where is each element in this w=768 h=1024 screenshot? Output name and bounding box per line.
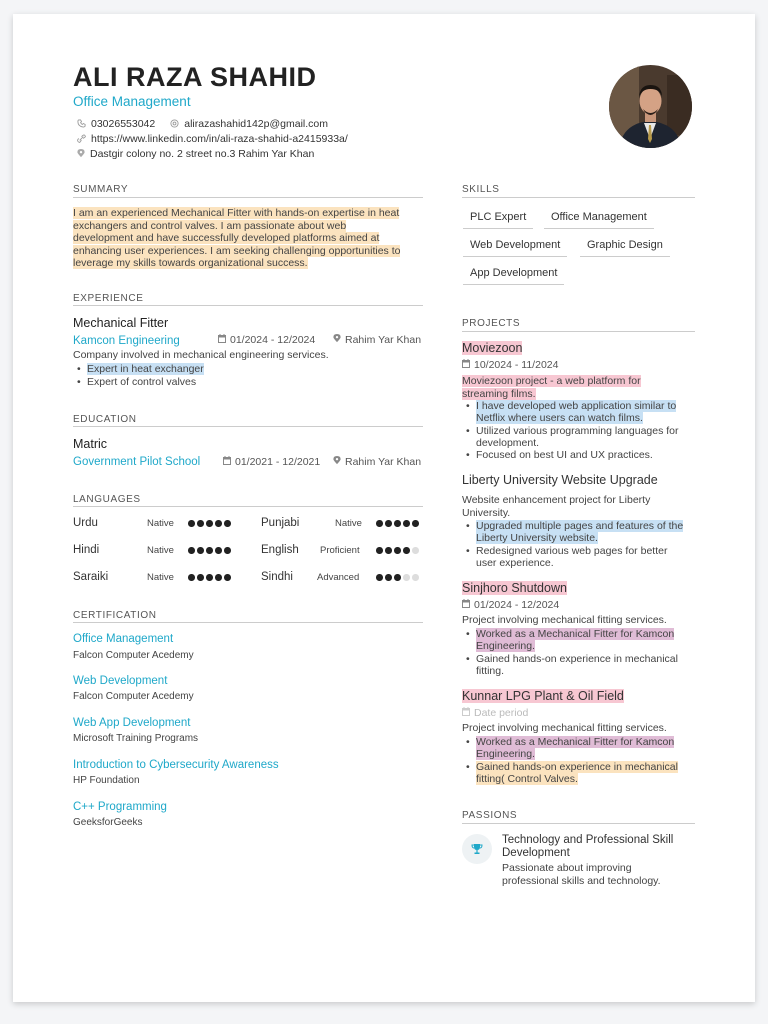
project-title [462, 689, 624, 703]
passion-desc-line: Passionate about improving [502, 862, 632, 874]
list-item [462, 520, 702, 544]
cert-org: GeeksforGeeks [73, 817, 143, 828]
at-icon [170, 119, 179, 130]
phone-icon [77, 119, 86, 130]
language-level: Proficient [320, 545, 360, 556]
cert-org: Falcon Computer Acedemy [73, 691, 194, 702]
skills-divider [462, 197, 695, 198]
project-description [462, 375, 697, 400]
proficiency-dot-filled [376, 547, 383, 554]
certification-heading: CERTIFICATION [73, 610, 157, 621]
skills-heading: SKILLS [462, 184, 500, 195]
proficiency-dot-filled [206, 574, 213, 581]
desc-line: Website enhancement project for Liberty [462, 494, 651, 506]
proficiency-dot-filled [385, 520, 392, 527]
certification-divider [73, 622, 423, 623]
bullet-line: Upgraded multiple pages and features of the [476, 520, 684, 532]
bullet-line: user experience. [476, 556, 554, 569]
proficiency-dot-filled [385, 547, 392, 554]
passion-title-line: Development [502, 847, 570, 859]
proficiency-dot-filled [394, 547, 401, 554]
project-description [462, 494, 697, 519]
list-item [462, 545, 702, 569]
proficiency-dot-filled [394, 574, 401, 581]
project-title [462, 581, 567, 595]
bullet-line: development. [476, 436, 540, 449]
contact-row [77, 118, 328, 130]
summary-line: development and have successfully developed platforms aimed at [73, 232, 380, 244]
bullet-line: fitting( Control Valves. [476, 772, 578, 785]
project-title-text: Moviezoon [462, 341, 523, 355]
bullet-line: Worked as a Mechanical Fitter for Kamcon [476, 628, 675, 640]
profile-photo [609, 65, 692, 148]
calendar-icon [462, 707, 470, 719]
list-item [462, 736, 702, 760]
passion-desc-line: professional skills and technology. [502, 874, 661, 887]
calendar-icon [218, 334, 226, 346]
language-name: Hindi [73, 544, 100, 556]
education-dates-text: 01/2021 - 12/2021 [235, 456, 321, 468]
list-item [462, 425, 702, 449]
list-item [462, 653, 702, 677]
project-bullets [462, 520, 702, 569]
passions-heading: PASSIONS [462, 810, 518, 821]
language-dots [376, 520, 419, 527]
phone-number[interactable]: 03026553042 [91, 118, 156, 130]
project-description: Project involving mechanical fitting services. [462, 614, 667, 626]
list-item [73, 363, 413, 375]
project-bullets [462, 736, 702, 785]
list-item [462, 628, 702, 652]
project-dates-text: 01/2024 - 12/2024 [474, 599, 560, 611]
link-icon [77, 134, 86, 145]
job-title: Mechanical Fitter [73, 316, 169, 330]
education-location [333, 456, 421, 468]
proficiency-dot-filled [197, 574, 204, 581]
summary-line: I am an experienced Mechanical Fitter with hands-on expertise in heat [73, 207, 400, 219]
experience-divider [73, 305, 423, 306]
education-heading: EDUCATION [73, 414, 137, 425]
cert-org: Falcon Computer Acedemy [73, 650, 194, 661]
proficiency-dot-filled [206, 520, 213, 527]
trophy-icon [462, 834, 492, 864]
project-description: Project involving mechanical fitting services. [462, 722, 667, 734]
bullet-line: Utilized various programming languages for [476, 424, 679, 437]
job-description: Company involved in mechanical engineering services. [73, 349, 329, 361]
passions-divider [462, 823, 695, 824]
proficiency-dot-empty [412, 574, 419, 581]
location-pin-icon [333, 334, 341, 346]
bullet-line: Engineering. [476, 748, 535, 760]
skill-tag: Office Management [544, 211, 654, 229]
project-dates-text: 10/2024 - 11/2024 [474, 359, 559, 371]
cert-title: Introduction to Cybersecurity Awareness [73, 759, 279, 771]
proficiency-dot-filled [188, 574, 195, 581]
list-item [73, 376, 413, 388]
projects-heading: PROJECTS [462, 318, 521, 329]
summary-line: exchangers and control valves. I am passionate about web [73, 219, 347, 232]
cert-title: Web Development [73, 675, 168, 687]
cert-title: Office Management [73, 633, 174, 645]
resume-page [13, 14, 755, 1002]
language-dots [188, 520, 231, 527]
proficiency-dot-filled [215, 520, 222, 527]
list-item [462, 400, 702, 424]
languages-heading: LANGUAGES [73, 494, 141, 505]
linkedin-link[interactable]: https://www.linkedin.com/in/ali-raza-shahid-a2415933a/ [91, 133, 348, 145]
language-level: Native [147, 518, 174, 529]
linkedin-row [77, 133, 348, 145]
job-dates [218, 334, 315, 346]
passion-description [502, 862, 661, 887]
language-level: Native [147, 545, 174, 556]
summary-line: leverage my skills towards organizational success. [73, 257, 308, 269]
proficiency-dot-filled [224, 547, 231, 554]
bullet-line: I have developed web application similar to [476, 400, 677, 412]
bullet-line: Netflix where users can watch films. [476, 412, 643, 424]
bullet-line: Focused on best UI and UX practices. [476, 449, 653, 461]
language-name: English [261, 544, 299, 556]
project-bullets [462, 400, 702, 462]
candidate-role: Office Management [73, 94, 191, 109]
passion-title-line: Technology and Professional Skill [502, 834, 674, 846]
job-location-text: Rahim Yar Khan [345, 334, 422, 346]
desc-line: streaming films. [462, 387, 536, 400]
project-bullets [462, 628, 702, 677]
summary-line: enhancing user experiences. I am seeking challenging opportunities to [73, 244, 401, 257]
cert-org: HP Foundation [73, 775, 140, 786]
desc-line: Moviezoon project - a web platform for [462, 375, 641, 387]
language-name: Saraiki [73, 571, 109, 583]
calendar-icon [462, 359, 470, 371]
project-dates-text: Date period [474, 707, 529, 719]
bullet-line: Engineering. [476, 640, 535, 652]
proficiency-dot-filled [224, 520, 231, 527]
bullet-line: Redesigned various web pages for better [476, 544, 668, 557]
proficiency-dot-filled [376, 574, 383, 581]
skill-tag: PLC Expert [463, 211, 533, 229]
list-item [462, 449, 702, 461]
job-dates-text: 01/2024 - 12/2024 [230, 334, 316, 346]
proficiency-dot-filled [403, 520, 410, 527]
cert-title: Web App Development [73, 717, 191, 729]
project-dates [462, 359, 558, 371]
language-name: Sindhi [261, 571, 293, 583]
proficiency-dot-filled [412, 520, 419, 527]
language-level: Advanced [317, 572, 360, 583]
proficiency-dot-filled [394, 520, 401, 527]
bullet-line: Gained hands-on experience in mechanical [476, 760, 678, 773]
language-dots [188, 574, 231, 581]
cert-title: C++ Programming [73, 801, 167, 813]
education-divider [73, 426, 423, 427]
language-name: Punjabi [261, 517, 300, 529]
project-title-text: Sinjhoro Shutdown [462, 581, 567, 595]
language-dots [188, 547, 231, 554]
skill-tag: Graphic Design [580, 239, 670, 257]
degree-name: Matric [73, 437, 108, 451]
language-name: Urdu [73, 517, 98, 529]
proficiency-dot-filled [206, 547, 213, 554]
calendar-icon [223, 456, 231, 468]
company-name: Kamcon Engineering [73, 335, 180, 347]
summary-divider [73, 197, 423, 198]
bullet-line: Gained hands-on experience in mechanical [476, 652, 678, 665]
proficiency-dot-empty [403, 574, 410, 581]
project-title [462, 341, 522, 355]
bullet-line: fitting. [476, 664, 505, 677]
language-level: Native [335, 518, 362, 529]
skill-tag: Web Development [463, 239, 567, 257]
cert-org: Microsoft Training Programs [73, 733, 199, 744]
languages-divider [73, 506, 423, 507]
proficiency-dot-empty [412, 547, 419, 554]
summary-text [73, 207, 423, 270]
bullet-line: Liberty University website. [476, 532, 598, 544]
proficiency-dot-filled [188, 520, 195, 527]
bullet-text: Expert of control valves [87, 375, 197, 388]
calendar-icon [462, 599, 470, 611]
bullet-line: Worked as a Mechanical Fitter for Kamcon [476, 736, 675, 748]
language-dots [376, 547, 419, 554]
education-location-text: Rahim Yar Khan [345, 456, 422, 468]
proficiency-dot-filled [197, 547, 204, 554]
summary-heading: SUMMARY [73, 184, 129, 195]
address-text: Dastgir colony no. 2 street no.3 Rahim Yar Khan [90, 148, 315, 160]
list-item [462, 761, 702, 785]
proficiency-dot-filled [188, 547, 195, 554]
language-dots [376, 574, 419, 581]
proficiency-dot-filled [403, 547, 410, 554]
email-link[interactable]: alirazashahid142p@gmail.com [184, 118, 328, 130]
skill-tag: App Development [463, 267, 564, 285]
proficiency-dot-filled [197, 520, 204, 527]
school-name: Government Pilot School [73, 456, 201, 468]
job-location [333, 334, 421, 346]
experience-heading: EXPERIENCE [73, 293, 144, 304]
location-pin-icon [333, 456, 341, 468]
job-bullets [73, 363, 413, 388]
proficiency-dot-filled [215, 547, 222, 554]
education-dates [223, 456, 320, 468]
passion-title [502, 834, 673, 860]
project-title: Liberty University Website Upgrade [462, 473, 658, 487]
project-title-text: Kunnar LPG Plant & Oil Field [462, 689, 624, 703]
address-row [77, 148, 314, 160]
proficiency-dot-filled [385, 574, 392, 581]
projects-divider [462, 331, 695, 332]
proficiency-dot-filled [215, 574, 222, 581]
proficiency-dot-filled [376, 520, 383, 527]
project-dates [462, 707, 528, 719]
bullet-text: Expert in heat exchanger [87, 363, 204, 375]
candidate-name: ALI RAZA SHAHID [73, 62, 317, 92]
desc-line: University. [462, 506, 511, 519]
location-pin-icon [77, 149, 85, 160]
language-level: Native [147, 572, 174, 583]
proficiency-dot-filled [224, 574, 231, 581]
project-dates [462, 599, 559, 611]
